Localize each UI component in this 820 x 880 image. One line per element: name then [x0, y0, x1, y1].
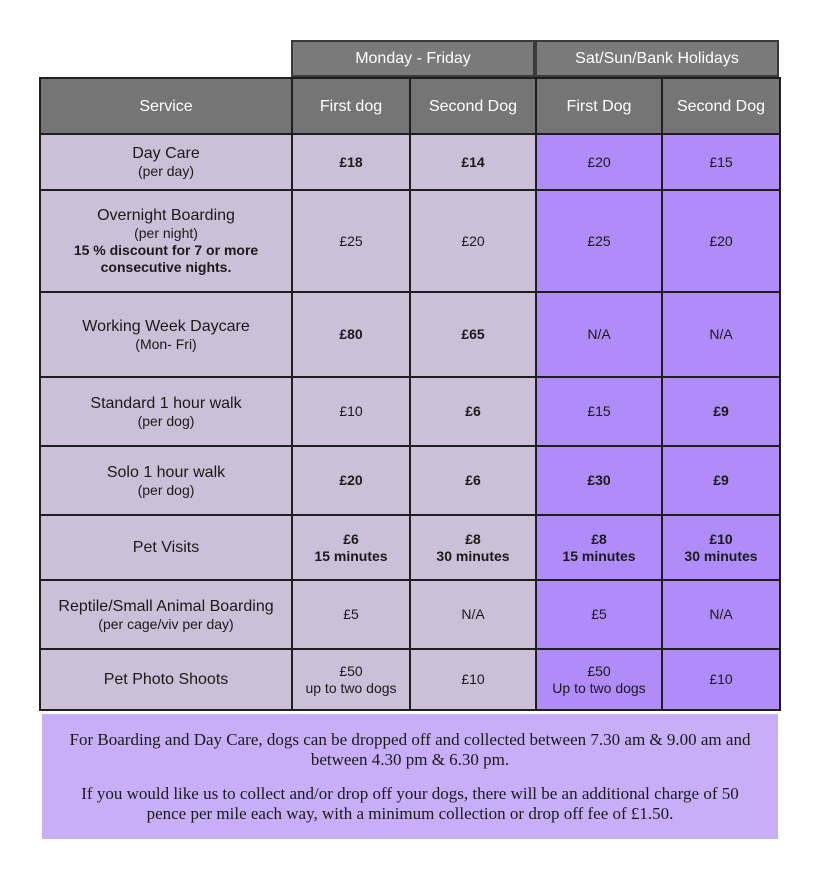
price-cell-wk-first [291, 445, 411, 516]
price-cell-we-first [535, 445, 663, 516]
dropoff-times-text: For Boarding and Day Care, dogs can be dropped off and collected between 7.30 am & 9.00 am and between 4.30 pm & 6.30 pm. [69, 730, 751, 769]
service-cell [39, 514, 293, 581]
price-value: £50 [587, 662, 611, 679]
price-value: £18 [339, 153, 363, 170]
price-cell-we-second [661, 133, 781, 191]
service-name: Overnight Boarding [97, 207, 235, 224]
price-cell-wk-second [409, 648, 537, 711]
weekday-group-label: Monday - Friday [355, 49, 471, 67]
weekend-group-label: Sat/Sun/Bank Holidays [575, 49, 739, 67]
price-value: £6 [465, 403, 481, 419]
service-unit: (per night) [134, 225, 198, 241]
price-cell-wk-second [409, 579, 537, 650]
price-value: N/A [709, 326, 733, 342]
price-note: Up to two dogs [552, 679, 646, 696]
service-cell [39, 189, 293, 293]
price-cell-we-first [535, 648, 663, 711]
price-cell-wk-second [409, 445, 537, 516]
price-note: 30 minutes [436, 547, 510, 564]
column-header-we-first [535, 77, 663, 135]
price-cell-we-second [661, 648, 781, 711]
collection-fee-text: If you would like us to collect and/or drop off your dogs, there will be an additional charge of 50 pence per mile each way, with a minimum collection or drop off fee of £1.50. [81, 784, 739, 823]
price-cell-we-second [661, 445, 781, 516]
price-value: £15 [709, 153, 733, 170]
price-cell-we-first [535, 579, 663, 650]
price-value: £10 [339, 403, 363, 419]
column-header-label: Second Dog [428, 97, 518, 115]
price-cell-wk-first [291, 189, 411, 293]
price-cell-we-first [535, 133, 663, 191]
price-value: £15 [587, 403, 611, 419]
price-value: £5 [343, 606, 359, 622]
price-value: £20 [339, 472, 363, 488]
price-cell-wk-second [409, 376, 537, 447]
service-unit: (Mon- Fri) [135, 335, 197, 352]
price-cell-we-first [535, 189, 663, 293]
price-value: £25 [587, 232, 611, 249]
price-value: £50 [339, 662, 363, 679]
service-cell [39, 133, 293, 191]
price-value: £9 [713, 403, 729, 419]
price-value: £8 [591, 530, 607, 547]
price-value: £30 [587, 472, 611, 488]
service-cell [39, 648, 293, 711]
price-cell-wk-first [291, 376, 411, 447]
service-discount-note: 15 % discount for 7 or more consecutive nights. [73, 242, 259, 275]
price-value: £9 [713, 472, 729, 488]
price-cell-we-second [661, 189, 781, 293]
service-name: Working Week Daycare [82, 317, 250, 335]
price-value: £10 [461, 671, 485, 687]
service-name: Pet Visits [132, 539, 200, 556]
price-value: N/A [587, 326, 611, 342]
price-cell-wk-first [291, 514, 411, 581]
price-value: £10 [709, 530, 733, 547]
column-header-service [39, 77, 293, 135]
price-cell-wk-first [291, 291, 411, 378]
price-cell-we-first [535, 376, 663, 447]
price-value: £20 [461, 232, 485, 249]
price-note: up to two dogs [305, 679, 397, 696]
service-unit: (per dog) [137, 481, 195, 498]
price-cell-wk-second [409, 133, 537, 191]
price-note: 30 minutes [684, 547, 758, 564]
price-value: £20 [709, 232, 733, 249]
service-cell [39, 445, 293, 516]
column-header-label: First dog [319, 97, 383, 115]
price-cell-wk-first [291, 579, 411, 650]
service-unit: (per day) [137, 163, 195, 179]
service-name: Standard 1 hour walk [90, 394, 242, 412]
price-value: £8 [465, 530, 481, 547]
column-header-label: Service [139, 97, 193, 115]
price-cell-we-second [661, 579, 781, 650]
price-value: N/A [709, 606, 733, 622]
price-value: N/A [461, 606, 485, 622]
info-note [42, 714, 778, 839]
service-name: Day Care [132, 145, 200, 162]
price-value: £6 [465, 472, 481, 488]
price-cell-we-second [661, 376, 781, 447]
price-value: £25 [339, 232, 363, 249]
price-note: 15 minutes [562, 547, 636, 564]
price-cell-wk-first [291, 133, 411, 191]
price-value: £6 [343, 530, 359, 547]
service-name: Pet Photo Shoots [103, 671, 229, 688]
price-value: £10 [709, 671, 733, 687]
price-cell-wk-second [409, 514, 537, 581]
price-cell-we-second [661, 291, 781, 378]
price-cell-we-first [535, 291, 663, 378]
service-name: Reptile/Small Animal Boarding [58, 597, 274, 615]
price-value: £5 [591, 606, 607, 622]
price-value: £80 [339, 326, 363, 342]
service-unit: (per dog) [137, 412, 195, 429]
column-header-label: First Dog [566, 97, 632, 115]
weekend-group-header [535, 40, 779, 77]
price-cell-wk-second [409, 189, 537, 293]
price-cell-wk-first [291, 648, 411, 711]
service-cell [39, 579, 293, 650]
price-cell-wk-second [409, 291, 537, 378]
column-header-we-second [661, 77, 781, 135]
price-cell-we-first [535, 514, 663, 581]
column-header-wk-first [291, 77, 411, 135]
price-value: £14 [461, 153, 485, 170]
column-header-wk-second [409, 77, 537, 135]
price-value: £65 [461, 326, 485, 342]
service-cell [39, 376, 293, 447]
weekday-group-header [291, 40, 535, 77]
service-cell [39, 291, 293, 378]
service-name: Solo 1 hour walk [106, 463, 226, 481]
price-cell-we-second [661, 514, 781, 581]
column-header-label: Second Dog [676, 97, 766, 115]
price-note: 15 minutes [314, 547, 388, 564]
price-value: £20 [587, 153, 611, 170]
service-unit: (per cage/viv per day) [98, 615, 234, 632]
